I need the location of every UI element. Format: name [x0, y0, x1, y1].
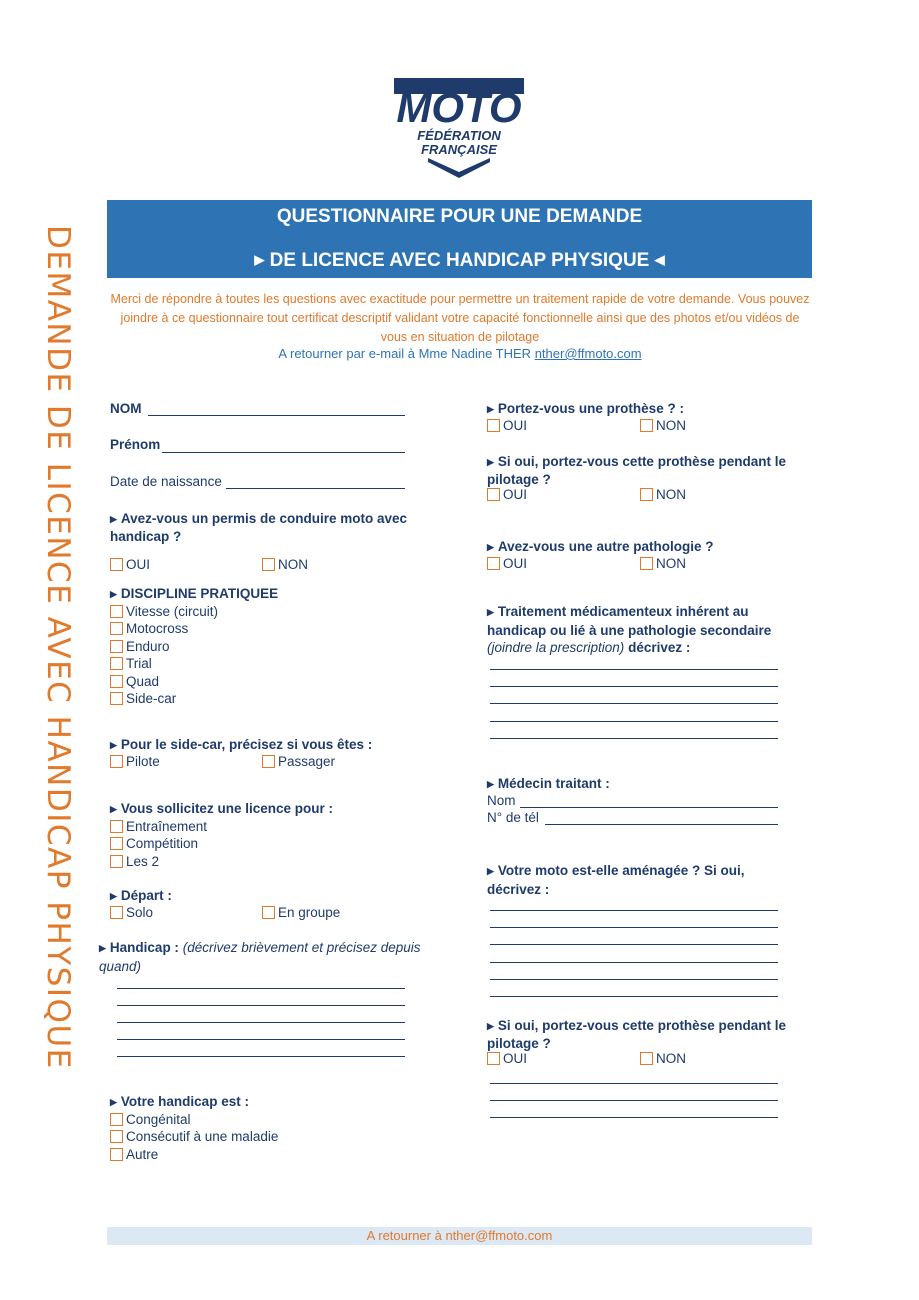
licence-option[interactable]: Les 2: [110, 853, 207, 870]
moto-line[interactable]: [490, 996, 778, 997]
triangle-right-icon: ▶: [110, 589, 117, 599]
handicap-question: [99, 939, 444, 975]
checkbox-icon[interactable]: [640, 488, 653, 501]
depart-solo-option[interactable]: Solo: [110, 905, 153, 920]
header-line1: QUESTIONNAIRE POUR UNE DEMANDE: [276, 206, 643, 227]
traitement-line[interactable]: [490, 669, 778, 670]
checkbox-icon[interactable]: [487, 488, 500, 501]
depart-question-text: Départ :: [120, 888, 172, 903]
triangle-left-icon: ◀: [654, 252, 665, 267]
vertical-page-title: [36, 225, 76, 1125]
checkbox-icon[interactable]: [262, 906, 275, 919]
prothese-pilotage-question: [487, 453, 807, 488]
pathologie-question-text: Avez-vous une autre pathologie ?: [497, 539, 714, 554]
prothese2-line[interactable]: [490, 1100, 778, 1101]
moto-line[interactable]: [490, 944, 778, 945]
prothese2-question-text: Si oui, portez-vous cette prothèse pendant le pilotage ?: [487, 1018, 786, 1051]
handicap-line[interactable]: [117, 1022, 405, 1023]
discipline-option[interactable]: Motocross: [110, 620, 218, 637]
triangle-right-icon: ▶: [487, 866, 494, 876]
checkbox-icon[interactable]: [110, 820, 123, 833]
prothese-oui-option[interactable]: OUI: [487, 418, 527, 433]
date-naissance-field[interactable]: [226, 488, 405, 489]
triangle-right-icon: ▶: [110, 1097, 117, 1107]
checkbox-icon[interactable]: [110, 675, 123, 688]
handicap-label: Handicap :: [109, 940, 179, 955]
discipline-title: [110, 586, 278, 601]
licence-options: [110, 818, 207, 870]
licence-option[interactable]: Entraînement: [110, 818, 207, 835]
licence-option[interactable]: Compétition: [110, 835, 207, 852]
checkbox-icon[interactable]: [110, 1130, 123, 1143]
permis-oui-option[interactable]: [110, 557, 150, 572]
prothese2-line[interactable]: [490, 1083, 778, 1084]
return-email-link[interactable]: nther@ffmoto.com: [534, 346, 642, 361]
date-naissance-label: Date de naissance: [110, 474, 222, 489]
depart-question: [110, 888, 172, 903]
checkbox-icon[interactable]: [110, 855, 123, 868]
votre-handicap-option[interactable]: Autre: [110, 1146, 278, 1163]
triangle-right-icon: ▶: [110, 740, 117, 750]
permis-non-option[interactable]: [262, 557, 308, 572]
discipline-option[interactable]: Trial: [110, 655, 218, 672]
checkbox-icon[interactable]: [110, 906, 123, 919]
votre-handicap-question-text: Votre handicap est :: [120, 1094, 249, 1109]
discipline-options: [110, 603, 218, 707]
traitement-line[interactable]: [490, 703, 778, 704]
triangle-right-icon: ▶: [487, 779, 494, 789]
discipline-option[interactable]: Vitesse (circuit): [110, 603, 218, 620]
checkbox-icon[interactable]: [110, 755, 123, 768]
triangle-right-icon: ▶: [487, 457, 494, 467]
checkbox-icon[interactable]: [262, 755, 275, 768]
prothese-question-text: Portez-vous une prothèse ? :: [497, 401, 684, 416]
triangle-right-icon: ▶: [110, 804, 117, 814]
questionnaire-header: [107, 200, 812, 278]
sidecar-question-text: Pour le side-car, précisez si vous êtes :: [120, 737, 373, 752]
vertical-title-text: DEMANDE DE LICENCE AVEC HANDICAP PHYSIQUE: [40, 225, 76, 1070]
discipline-option[interactable]: Side-car: [110, 690, 218, 707]
pathologie-non-option[interactable]: NON: [640, 556, 686, 571]
prothese-non-option[interactable]: NON: [640, 418, 686, 433]
handicap-line[interactable]: [117, 1056, 405, 1057]
traitement-hint: (joindre la prescription): [487, 640, 625, 655]
prothese-pilotage-oui-option[interactable]: OUI: [487, 487, 527, 502]
triangle-right-icon: ▶: [487, 542, 494, 552]
triangle-right-icon: ▶: [487, 1021, 494, 1031]
checkbox-icon[interactable]: [110, 622, 123, 635]
licence-question: [110, 801, 333, 816]
ffm-logo: [388, 74, 530, 182]
discipline-option[interactable]: Quad: [110, 673, 218, 690]
checkbox-icon[interactable]: [640, 557, 653, 570]
medecin-nom-field[interactable]: [520, 807, 778, 808]
triangle-right-icon: ▶: [110, 891, 117, 901]
nom-label: NOM: [110, 401, 142, 416]
triangle-right-icon: ▶: [254, 252, 265, 267]
checkbox-icon[interactable]: [262, 558, 275, 571]
checkbox-icon[interactable]: [487, 1052, 500, 1065]
handicap-line[interactable]: [117, 988, 405, 989]
header-line2: DE LICENCE AVEC HANDICAP PHYSIQUE: [269, 250, 650, 271]
medecin-nom-label: Nom: [487, 793, 516, 808]
checkbox-icon[interactable]: [110, 640, 123, 653]
prenom-field[interactable]: [162, 452, 405, 453]
medecin-question: [487, 776, 610, 791]
discipline-title-text: DISCIPLINE PRATIQUEE: [120, 586, 279, 601]
traitement-line[interactable]: [490, 738, 778, 739]
prothese2-oui-option[interactable]: OUI: [487, 1051, 527, 1066]
pathologie-question: [487, 539, 713, 554]
footer-band: A retourner à nther@ffmoto.com: [107, 1227, 812, 1245]
checkbox-icon[interactable]: [640, 1052, 653, 1065]
handicap-hint: (décrivez brièvement et précisez depuis quand): [99, 940, 421, 974]
triangle-right-icon: ▶: [110, 514, 117, 524]
checkbox-icon[interactable]: [110, 1113, 123, 1126]
prothese2-question: [487, 1017, 807, 1052]
prothese2-line[interactable]: [490, 1117, 778, 1118]
sidecar-passager-option[interactable]: Passager: [262, 754, 335, 769]
triangle-right-icon: ▶: [99, 943, 106, 953]
checkbox-icon[interactable]: [487, 557, 500, 570]
traitement-question-text: Traitement médicamenteux inhérent au handicap ou lié à une pathologie secondaire: [487, 604, 772, 638]
checkbox-icon[interactable]: [110, 558, 123, 571]
medecin-tel-label: N° de tél: [487, 810, 539, 825]
permis-oui-label: OUI: [126, 557, 151, 572]
return-text: A retourner par e-mail à Mme Nadine THER: [278, 346, 532, 361]
checkbox-icon[interactable]: [110, 605, 123, 618]
medecin-question-text: Médecin traitant :: [497, 776, 610, 791]
return-instructions: [110, 346, 810, 361]
triangle-right-icon: ▶: [487, 607, 494, 617]
discipline-option[interactable]: Enduro: [110, 638, 218, 655]
medecin-tel-field[interactable]: [545, 824, 778, 825]
prothese2-non-option[interactable]: NON: [640, 1051, 686, 1066]
prothese-pilotage-non-option[interactable]: NON: [640, 487, 686, 502]
checkbox-icon[interactable]: [110, 837, 123, 850]
votre-handicap-question: [110, 1094, 249, 1109]
votre-handicap-option[interactable]: Congénital: [110, 1111, 278, 1128]
header-line2-wrap: [107, 250, 812, 272]
logo-line1: FÉDÉRATION: [417, 128, 501, 143]
intro-text: Merci de répondre à toutes les questions avec exactitude pour permettre un traitement rapide de votre demande. Vous pouvez joindre à ce questionnaire tout certificat descriptif validant votre capacité fonctionnelle ainsi que des photos et/ou vidéos de vous en situation de pilotage: [110, 292, 810, 344]
nom-field[interactable]: [148, 415, 405, 416]
permis-non-label: NON: [278, 557, 308, 572]
handicap-line[interactable]: [117, 1039, 405, 1040]
moto-question-text: Votre moto est-elle aménagée ? Si oui, décrivez :: [487, 863, 745, 897]
sidecar-question: [110, 737, 372, 752]
moto-line[interactable]: [490, 979, 778, 980]
moto-line[interactable]: [490, 910, 778, 911]
prenom-label: Prénom: [110, 437, 161, 452]
handicap-line[interactable]: [117, 1005, 405, 1006]
votre-handicap-option[interactable]: Consécutif à une maladie: [110, 1128, 278, 1145]
prothese-question: [487, 401, 684, 416]
permis-question: [110, 510, 430, 545]
moto-line[interactable]: [490, 962, 778, 963]
logo-word: MOTO: [396, 84, 522, 131]
traitement-line[interactable]: [490, 686, 778, 687]
traitement-question: [487, 603, 797, 657]
traitement-line[interactable]: [490, 721, 778, 722]
prothese-pilotage-question-text: Si oui, portez-vous cette prothèse pendant le pilotage ?: [487, 454, 786, 487]
sidecar-pilote-option[interactable]: Pilote: [110, 754, 160, 769]
depart-groupe-option[interactable]: En groupe: [262, 905, 340, 920]
checkbox-icon[interactable]: [110, 657, 123, 670]
triangle-right-icon: ▶: [487, 404, 494, 414]
moto-question: [487, 862, 787, 898]
checkbox-icon[interactable]: [110, 1148, 123, 1161]
traitement-suffix: décrivez :: [628, 640, 691, 655]
licence-question-text: Vous sollicitez une licence pour :: [120, 801, 333, 816]
moto-line[interactable]: [490, 927, 778, 928]
checkbox-icon[interactable]: [640, 419, 653, 432]
permis-question-text: Avez-vous un permis de conduire moto avec handicap ?: [110, 511, 407, 544]
logo-line2: FRANÇAISE: [421, 142, 497, 157]
votre-handicap-options: [110, 1111, 278, 1163]
pathologie-oui-option[interactable]: OUI: [487, 556, 527, 571]
checkbox-icon[interactable]: [110, 692, 123, 705]
checkbox-icon[interactable]: [487, 419, 500, 432]
